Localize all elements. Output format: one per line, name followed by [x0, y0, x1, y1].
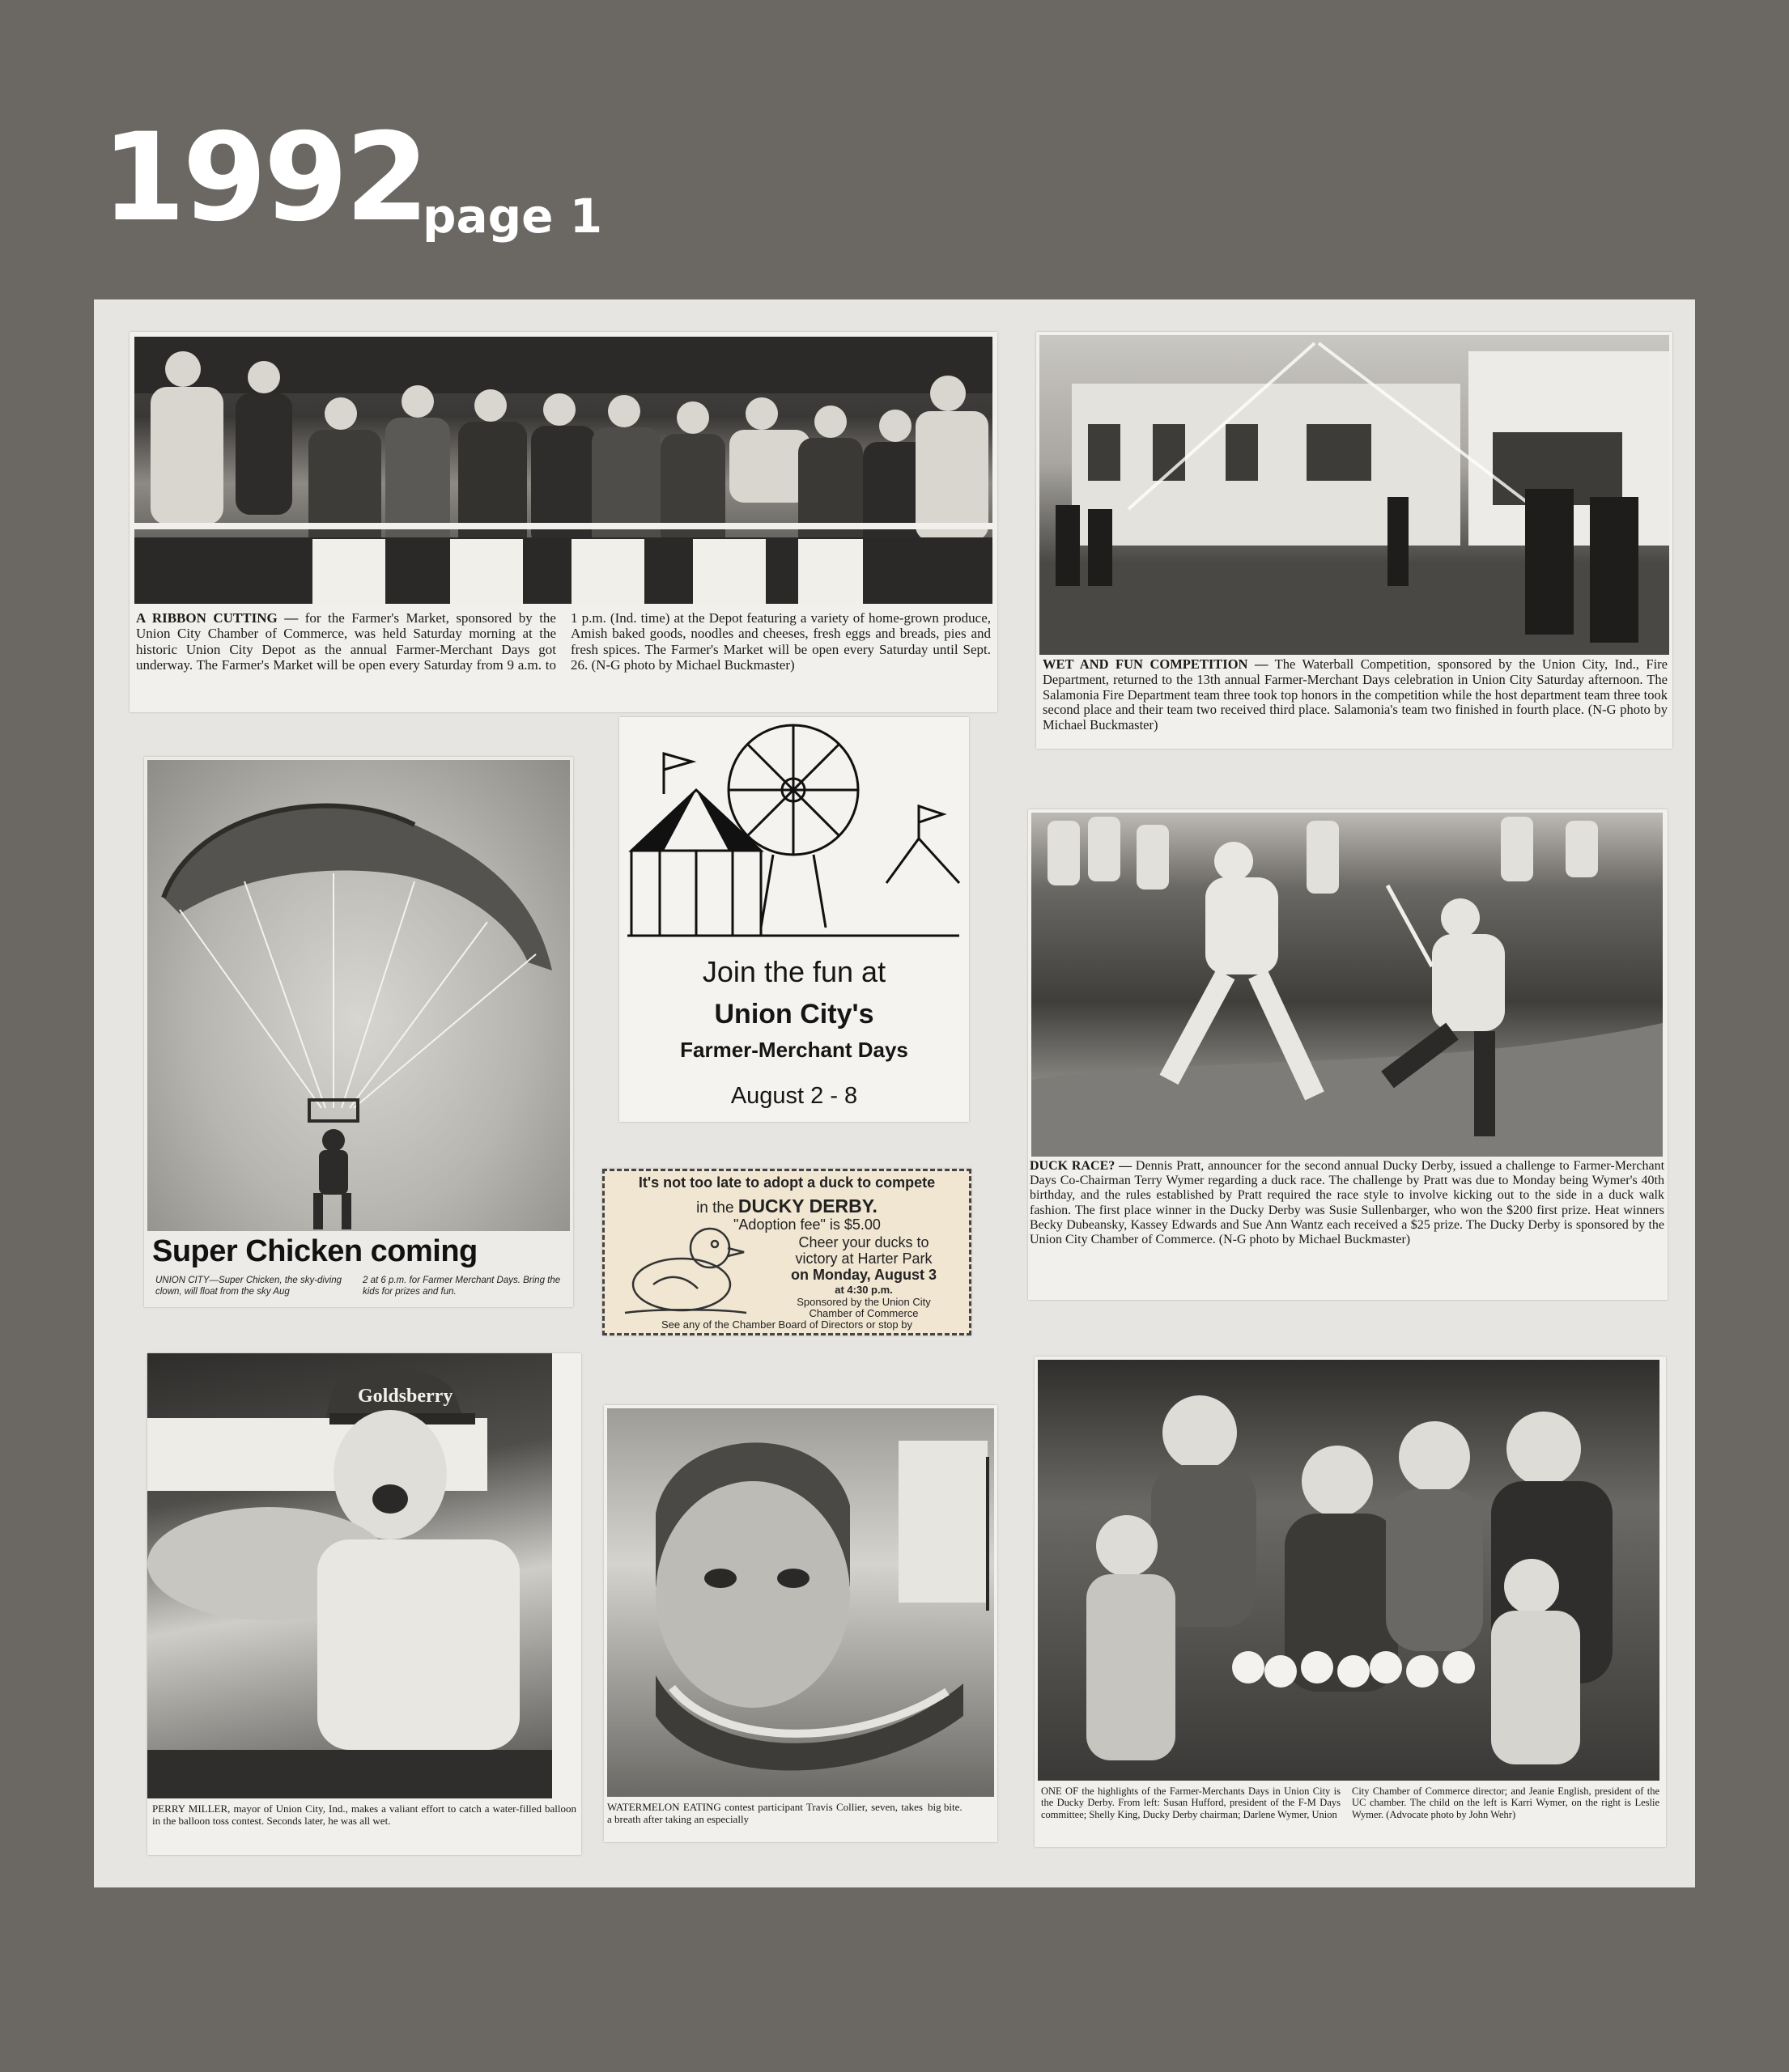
duck-icon — [621, 1220, 750, 1325]
ribbon-cutting-clipping — [130, 332, 997, 712]
duck-race-caption-lead: DUCK RACE? — — [1030, 1159, 1132, 1173]
super-chicken-clipping — [144, 757, 573, 1307]
super-chicken-photo — [147, 760, 570, 1231]
ducky-line7: at 4:30 p.m. — [835, 1284, 893, 1296]
ribbon-cutting-photo — [134, 337, 992, 604]
group-with-ducks-icon — [1038, 1360, 1659, 1781]
ducky-derby-group-clipping — [1035, 1357, 1666, 1847]
super-chicken-caption-left: UNION CITY—Super Chicken, the sky-diving clown, will float from the sky Aug — [155, 1276, 342, 1297]
ducky-line6: on Monday, August 3 — [791, 1267, 937, 1283]
ad-line1: Join the fun at — [702, 955, 886, 988]
waterball-caption-lead: WET AND FUN COMPETITION — — [1043, 657, 1268, 672]
ribbon-cutting-caption — [136, 610, 991, 707]
hat-text: Goldsberry — [358, 1386, 453, 1407]
perry-miller-photo — [147, 1353, 552, 1798]
perry-miller-caption: PERRY MILLER, mayor of Union City, Ind., makes a valiant effort to catch a water-filled balloon in the balloon toss contest. Seconds later, he was all wet. — [152, 1803, 576, 1827]
ducky-line1: It's not too late to adopt a duck to compete — [638, 1174, 936, 1191]
ducky-line3: "Adoption fee" is $5.00 — [733, 1216, 881, 1233]
ducky-derby-ad — [602, 1169, 971, 1335]
ribbon-caption-lead: A RIBBON CUTTING — — [136, 610, 299, 626]
duck-race-caption-text: Dennis Pratt, announcer for the second annual Ducky Derby, issued a challenge to Farmer-Merchant Days Co-Chairman Terry Wymer regarding a duck race. The challenge by Pratt was due to Monday being Wymer's 40th birthday, and the rules established by Pratt required the race style to involve kicking out to the side in a duck walk fashion. The first place winner in the Ducky Derby was Susie Sullenbarger, who won the $200 first prize. Heat winners Becky Dubeansky, Kassey Edwards and Sue Ann Wantz each received a $25 prize. The Ducky Derby is sponsored by the Union City Chamber of Commerce. (N-G photo by Michael Buckmaster) — [1030, 1159, 1664, 1247]
ducky-line10: See any of the Chamber Board of Directors or stop by — [661, 1318, 912, 1331]
parachute-icon — [147, 760, 570, 1231]
ducky-group-caption-left: ONE OF the highlights of the Farmer-Merchants Days in Union City is the Ducky Derby. From left: Susan Hufford, president of the F-M Days committee; Shelly King, Ducky Derby chairman; Darlene Wymer, Union — [1041, 1785, 1341, 1820]
balloon-toss-icon — [147, 1353, 552, 1798]
ad-line3: Farmer-Merchant Days — [680, 1038, 908, 1062]
ducky-line5: victory at Harter Park — [795, 1250, 933, 1267]
ducky-line4: Cheer your ducks to — [798, 1234, 929, 1250]
ducky-group-caption-right: City Chamber of Commerce director; and Jeanie English, president of the UC chamber. The child on the left is Karri Wymer, on the right is Leslie Wymer. (Advocate photo by John Wehr) — [1352, 1785, 1659, 1820]
perry-miller-clipping — [147, 1353, 581, 1855]
year-title: 1992 — [101, 108, 427, 248]
duck-race-caption — [1030, 1159, 1664, 1298]
ducky-derby-group-photo — [1038, 1360, 1659, 1781]
super-chicken-headline: Super Chicken coming — [152, 1234, 478, 1268]
farmer-merchant-ad — [619, 717, 969, 1122]
watermelon-photo — [607, 1408, 994, 1797]
carnival-icon — [619, 717, 969, 952]
ducky-line2a: in the — [696, 1199, 734, 1216]
duck-race-photo — [1031, 813, 1663, 1157]
page-label: page 1 — [423, 189, 603, 244]
ad-line4: August 2 - 8 — [730, 1083, 858, 1109]
waterball-caption-text: The Waterball Competition, sponsored by the Union City, Ind., Fire Department, returned to the 13th annual Farmer-Merchant Days celebration in Union City Saturday afternoon. The Salamonia Fire Department team three took top honors in the competition while the host department team three took second place and their team two received third place. Salamonia's team two finished in fourth place. (N-G photo by Michael Buckmaster) — [1043, 657, 1668, 733]
waterball-clipping — [1036, 332, 1672, 749]
group-photo-icon — [134, 337, 992, 604]
watermelon-clipping — [604, 1405, 997, 1842]
scrapbook-page — [94, 299, 1695, 1887]
waterball-caption — [1043, 657, 1668, 745]
ducky-line9: Chamber of Commerce — [809, 1307, 919, 1319]
ribbon-caption-text: for the Farmer's Market, sponsored by the Union City Chamber of Commerce, was held Saturday morning at the historic Union City Depot as the annual Farmer-Merchant Days got underway. The Farmer's Market will be open every Saturday from 9 a.m. to 1 p.m. (Ind. time) at the Depot featuring a variety of home-grown produce, Amish baked goods, noodles and cheeses, fresh eggs and breads, pies and fresh spices. The Farmer's Market will be open every Saturday until Sept. 26. (N-G photo by Michael Buckmaster) — [136, 610, 991, 673]
ad-line2: Union City's — [714, 999, 874, 1030]
watermelon-boy-icon — [607, 1408, 994, 1797]
ducky-line2b: DUCKY DERBY. — [737, 1195, 878, 1216]
ducky-line8: Sponsored by the Union City — [797, 1296, 931, 1308]
duck-race-clipping — [1028, 809, 1668, 1300]
waterball-photo — [1039, 335, 1669, 655]
ducky-line2 — [605, 1195, 969, 1217]
watermelon-caption-left: WATERMELON EATING contest participant Travis Collier, seven, takes a breath after taking an especially — [607, 1802, 923, 1825]
super-chicken-caption-right: 2 at 6 p.m. for Farmer Merchant Days. Bring the kids for prizes and fun. — [363, 1276, 561, 1297]
watermelon-caption-right: big bite. — [928, 1802, 962, 1813]
